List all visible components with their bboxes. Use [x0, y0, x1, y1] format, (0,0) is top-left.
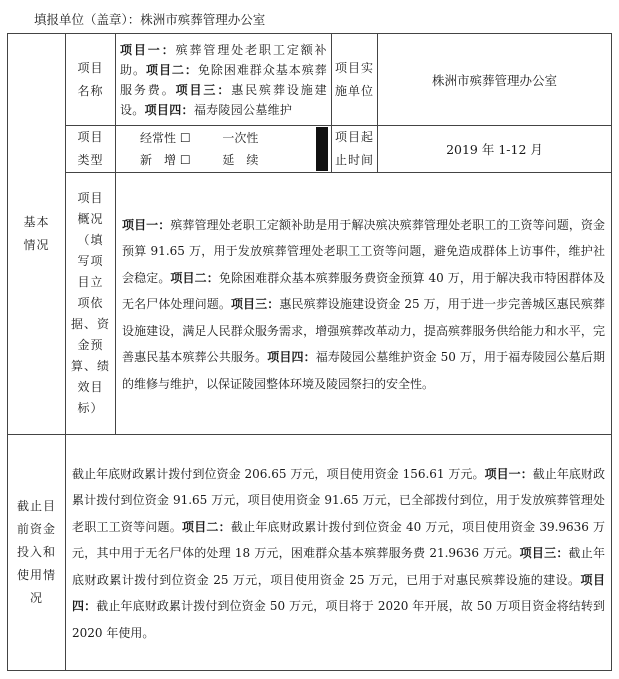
period-label: 项目起 止时间: [332, 126, 378, 173]
project-name-value: 项目一：殡葬管理处老职工定额补助。项目二：免除困难群众基本殡葬服务费。项目三：惠民殡葬设施建设。项目四：福寿陵园公墓维护: [116, 34, 332, 126]
basic-info-label: 基本 情况: [8, 34, 66, 435]
type-continue-option[interactable]: 延 续: [222, 153, 259, 167]
overview-text: 项目一：殡葬管理处老职工定额补助是用于解决殡决殡葬管理处老职工的工资等问题，资金预算 91.65 万，用于发放殡葬管理处老职工工资等问题，避免造成群体上访事件，维护社会稳定。项目二：免除困难群众基本殡葬服务费资金预算 40 万，用于解决我市特困群体及无名尸体处理问题。项目三：惠民殡葬设施建设资金 25 万，用于进一步完善城区惠民殡葬设施建设，满足人民群众服务需求，增强殡葬改革动力，提高殡葬服务供给能力和水平，完善惠民基本殡葬公共服务。项目四：福寿陵园公墓维护资金 50 万，用于福寿陵园公墓后期的维修与维护，以保证陵园整体环境及陵园祭扫的安全性。: [116, 173, 612, 435]
type-onetime-option[interactable]: 一次性: [222, 131, 259, 145]
project-name-label: 项目 名称: [66, 34, 116, 126]
report-unit-header: 填报单位（盖章）：株洲市殡葬管理办公室: [34, 12, 266, 27]
funds-text: 截止年底财政累计拨付到位资金 206.65 万元，项目使用资金 156.61 万元。项目一：截止年底财政累计拨付到位资金 91.65 万元，项目使用资金 91.65 万元，已全部拨付到位，用于发放殡葬管理处老职工工资等问题。项目二：截止年底财政累计拨付到位资金 40 万元，项目使用资金 39.9636 万元，其中用于无名尸体的处理 18 万元，困难群众基本殡葬服务费 21.9636 万元。项目三：截止年底财政累计拨付到位资金 25 万元，项目使用资金 25 万元，已用于对惠民殡葬设施的建设。项目四：截止年底财政累计拨付到位资金 50 万元，项目将于 2020 年开展，故 50 万项目资金将结转到 2020 年使用。: [66, 435, 612, 671]
funds-label: 截止目 前资金 投入和 使用情 况: [8, 435, 66, 671]
impl-unit-label: 项目实 施单位: [332, 34, 378, 126]
redaction-block: [316, 127, 328, 171]
type-regular-checkbox[interactable]: 经常性 ☐: [140, 131, 191, 145]
type-new-checkbox[interactable]: 新 增 ☐: [140, 153, 191, 167]
period-value: 2019 年 1-12 月: [378, 126, 612, 173]
project-type-label: 项目 类型: [66, 126, 116, 173]
project-info-table: [7, 33, 612, 671]
impl-unit-value: 株洲市殡葬管理办公室: [378, 34, 612, 126]
overview-label: 项目 概况 （填 写项 目立 项依 据、资 金预 算、绩 效目 标）: [66, 173, 116, 435]
project-type-options: [116, 126, 332, 173]
